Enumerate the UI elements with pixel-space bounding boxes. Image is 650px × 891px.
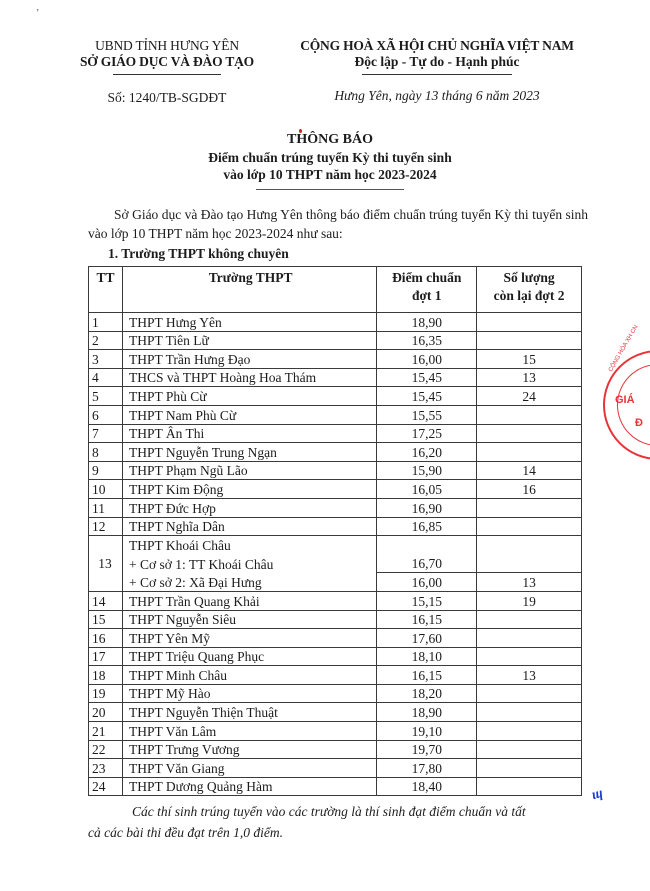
- table-row: [89, 387, 582, 406]
- cell-score: 18,10: [377, 647, 477, 666]
- cell-score: 15,15: [377, 591, 477, 610]
- table-row: [89, 610, 582, 629]
- cell-score: 16,15: [377, 666, 477, 685]
- cell-tt: 9: [89, 461, 123, 480]
- table-row: [89, 647, 582, 666]
- table-row: [89, 722, 582, 741]
- table-row: [89, 740, 582, 759]
- cell-school: THPT Triệu Quang Phục: [122, 647, 376, 666]
- national-motto: [272, 38, 602, 75]
- cell-tt: 5: [89, 387, 123, 406]
- cell-remaining: [477, 647, 582, 666]
- cell-score: 16,20: [377, 443, 477, 462]
- cell-score: 15,55: [377, 405, 477, 424]
- cell-tt: 22: [89, 740, 123, 759]
- cell-school: THPT Đức Hợp: [122, 498, 376, 517]
- table-row: [89, 405, 582, 424]
- cell-remaining: [477, 443, 582, 462]
- cell-remaining: 13: [477, 368, 582, 387]
- table-row: [89, 424, 582, 443]
- table-row: [89, 498, 582, 517]
- cell-school: THPT Yên Mỹ: [122, 629, 376, 648]
- cell-score: 16,00: [377, 573, 477, 592]
- cell-score: 18,90: [377, 703, 477, 722]
- cell-tt: 24: [89, 777, 123, 796]
- cell-tt: 11: [89, 498, 123, 517]
- cell-remaining: [477, 405, 582, 424]
- divider: [113, 74, 221, 75]
- cell-school: THPT Tiên Lữ: [122, 331, 376, 350]
- cell-school: THCS và THPT Hoàng Hoa Thám: [122, 368, 376, 387]
- cell-remaining: [477, 759, 582, 778]
- cell-score: 16,05: [377, 480, 477, 499]
- cell-tt: 15: [89, 610, 123, 629]
- cell-remaining: [477, 703, 582, 722]
- cell-remaining: [477, 424, 582, 443]
- table-row: [89, 703, 582, 722]
- cell-tt: 19: [89, 684, 123, 703]
- cell-remaining: 15: [477, 350, 582, 369]
- document-date: Hưng Yên, ngày 13 tháng 6 năm 2023: [334, 88, 540, 103]
- cell-remaining: [477, 313, 582, 332]
- cell-campus: + Cơ sở 2: Xã Đại Hưng: [122, 573, 376, 592]
- cell-school: THPT Trần Hưng Đạo: [122, 350, 376, 369]
- table-body: [89, 313, 582, 796]
- cell-score: 15,45: [377, 387, 477, 406]
- cell-tt: 20: [89, 703, 123, 722]
- cell-score: 18,20: [377, 684, 477, 703]
- signature-initials: ɰ: [590, 785, 605, 804]
- department-name: SỞ GIÁO DỤC VÀ ĐÀO TẠO: [79, 54, 254, 69]
- official-stamp: [603, 324, 650, 460]
- table-row: [89, 350, 582, 369]
- table-row: [89, 461, 582, 480]
- cell-remaining: [477, 684, 582, 703]
- cell-remaining: 24: [477, 387, 582, 406]
- cell-school: THPT Kim Động: [122, 480, 376, 499]
- cell-school: THPT Khoái Châu: [122, 536, 376, 555]
- header-remaining: Số lượng còn lại đợt 2: [477, 267, 582, 313]
- stamp-arc-text: CỘNG HÒA XH CN: [608, 324, 640, 373]
- country-name: CỘNG HOÀ XÃ HỘI CHỦ NGHĨA VIỆT NAM: [300, 38, 574, 53]
- cell-tt: 21: [89, 722, 123, 741]
- title-sub-2: vào lớp 10 THPT năm học 2023-2024: [223, 167, 437, 182]
- cell-score: 16,35: [377, 331, 477, 350]
- cell-tt: 13: [89, 536, 123, 592]
- cell-tt: 4: [89, 368, 123, 387]
- cell-school: THPT Trần Quang Khải: [122, 591, 376, 610]
- cell-tt: 14: [89, 591, 123, 610]
- cell-tt: 18: [89, 666, 123, 685]
- cell-tt: 10: [89, 480, 123, 499]
- cell-tt: 7: [89, 424, 123, 443]
- cell-score: 16,15: [377, 610, 477, 629]
- cell-tt: 8: [89, 443, 123, 462]
- cell-tt: 3: [89, 350, 123, 369]
- stamp-center-text: GIÁ: [615, 394, 635, 406]
- admission-note: Các thí sinh trúng tuyển vào các trường là thí sinh đạt điểm chuẩn và tất cả các bài thi đều đạt trên 1,0 điểm.: [88, 804, 526, 840]
- table-row: [89, 480, 582, 499]
- cell-school: THPT Phạm Ngũ Lão: [122, 461, 376, 480]
- cell-school: THPT Văn Giang: [122, 759, 376, 778]
- cell-score: 17,60: [377, 629, 477, 648]
- header-score: Điểm chuẩn đợt 1: [377, 267, 477, 313]
- table-row: [89, 368, 582, 387]
- cell-school: THPT Hưng Yên: [122, 313, 376, 332]
- table-row: [89, 777, 582, 796]
- cell-school: THPT Mỹ Hào: [122, 684, 376, 703]
- table-row: [89, 629, 582, 648]
- title-sub-1: Điểm chuẩn trúng tuyển Kỳ thi tuyển sinh: [208, 150, 452, 165]
- table-subrow: [89, 554, 582, 573]
- document-number: Số: 1240/TB-SGDĐT: [107, 90, 227, 105]
- document-title: [80, 131, 580, 190]
- cell-score: [377, 536, 477, 555]
- table-row: [89, 759, 582, 778]
- cell-score: 16,90: [377, 498, 477, 517]
- cell-tt: 16: [89, 629, 123, 648]
- cell-remaining: [477, 554, 582, 573]
- motto: Độc lập - Tự do - Hạnh phúc: [354, 54, 520, 69]
- cell-remaining: [477, 517, 582, 536]
- table-row: [89, 517, 582, 536]
- cutoff-score-table: [88, 266, 582, 796]
- cell-remaining: 13: [477, 666, 582, 685]
- cell-remaining: 16: [477, 480, 582, 499]
- header-school: Trường THPT: [122, 267, 376, 313]
- cell-campus: + Cơ sở 1: TT Khoái Châu: [122, 554, 376, 573]
- cell-remaining: [477, 777, 582, 796]
- cell-school: THPT Trưng Vương: [122, 740, 376, 759]
- cell-remaining: [477, 331, 582, 350]
- table-row: [89, 684, 582, 703]
- cell-tt: 1: [89, 313, 123, 332]
- cell-remaining: [477, 610, 582, 629]
- cell-score: 19,70: [377, 740, 477, 759]
- cell-remaining: 13: [477, 573, 582, 592]
- cell-remaining: [477, 740, 582, 759]
- scan-mark: ʼ: [36, 8, 40, 19]
- cell-school: THPT Dương Quảng Hàm: [122, 777, 376, 796]
- cell-school: THPT Văn Lâm: [122, 722, 376, 741]
- cell-remaining: [477, 629, 582, 648]
- province-name: UBND TỈNH HƯNG YÊN: [95, 38, 239, 53]
- cell-score: 18,90: [377, 313, 477, 332]
- cell-remaining: 19: [477, 591, 582, 610]
- stamp-lower-text: Đ: [635, 417, 643, 429]
- cell-remaining: [477, 722, 582, 741]
- cell-tt: 12: [89, 517, 123, 536]
- table-row: [89, 331, 582, 350]
- cell-tt: 6: [89, 405, 123, 424]
- title-main: THÔNG BÁO: [287, 132, 373, 147]
- cell-school: THPT Nghĩa Dân: [122, 517, 376, 536]
- header-tt: TT: [89, 267, 123, 313]
- intro-paragraph: Sở Giáo dục và Đào tạo Hưng Yên thông báo điểm chuẩn trúng tuyển Kỳ thi tuyển sinh vào lớp 10 THPT năm học 2023-2024 như sau:: [88, 207, 588, 241]
- cell-score: 16,70: [377, 554, 477, 573]
- table-row: [89, 313, 582, 332]
- cell-school: THPT Ân Thi: [122, 424, 376, 443]
- table-subrow: [89, 573, 582, 592]
- table-header-row: [89, 267, 582, 313]
- table-row: [89, 443, 582, 462]
- cell-school: THPT Nguyễn Siêu: [122, 610, 376, 629]
- divider: [256, 189, 404, 190]
- table-row: [89, 536, 582, 555]
- divider: [362, 74, 512, 75]
- table-row: [89, 666, 582, 685]
- cell-tt: 2: [89, 331, 123, 350]
- cell-school: THPT Minh Châu: [122, 666, 376, 685]
- cell-tt: 23: [89, 759, 123, 778]
- table-row: [89, 591, 582, 610]
- cell-score: 16,00: [377, 350, 477, 369]
- cell-score: 15,45: [377, 368, 477, 387]
- cell-score: 18,40: [377, 777, 477, 796]
- cell-remaining: [477, 536, 582, 555]
- cell-remaining: [477, 498, 582, 517]
- cell-score: 17,25: [377, 424, 477, 443]
- cell-score: 19,10: [377, 722, 477, 741]
- issuing-authority: [72, 38, 262, 75]
- cell-school: THPT Nguyễn Trung Ngạn: [122, 443, 376, 462]
- cell-school: THPT Nguyễn Thiện Thuật: [122, 703, 376, 722]
- cell-school: THPT Phù Cừ: [122, 387, 376, 406]
- section-heading: 1. Trường THPT không chuyên: [108, 246, 289, 261]
- cell-score: 16,85: [377, 517, 477, 536]
- cell-remaining: 14: [477, 461, 582, 480]
- cell-score: 15,90: [377, 461, 477, 480]
- cell-score: 17,80: [377, 759, 477, 778]
- cell-tt: 17: [89, 647, 123, 666]
- cell-school: THPT Nam Phù Cừ: [122, 405, 376, 424]
